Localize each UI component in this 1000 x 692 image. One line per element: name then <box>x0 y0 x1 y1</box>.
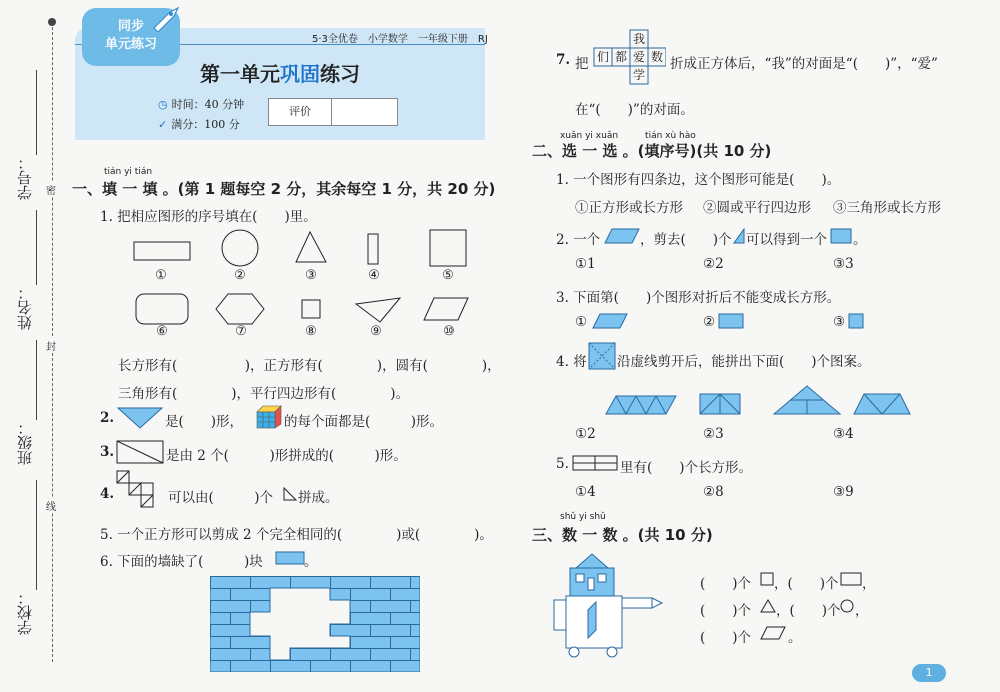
q4-pattern-2 <box>700 394 740 414</box>
cube-char-ai: 爱 <box>632 50 646 64</box>
s2-q5-option-2: ②8 <box>703 484 724 500</box>
shape-4-tall-rectangle <box>368 234 378 264</box>
split-rectangle-figure <box>116 440 164 464</box>
s3-count-rectangle: ，( )个 <box>774 576 839 592</box>
q4-number: 4. <box>100 486 115 502</box>
clock-icon: ◷ <box>158 98 168 111</box>
triangle-figure <box>116 406 164 430</box>
name-line <box>36 210 37 285</box>
shape-label-4: ④ <box>368 268 380 283</box>
rubik-cube-figure <box>255 404 283 430</box>
s2-q1-option-1: ①正方形或长方形 <box>575 200 683 216</box>
page-number: 1 <box>912 664 946 682</box>
s3-count-triangle: ( )个 <box>700 603 752 619</box>
section1-title: 一、填 一 填 。(第 1 题每空 2 分，其余每空 1 分，共 20 分) <box>72 180 496 198</box>
count-circle-icon <box>840 599 854 613</box>
section3-pinyin: shǔ yi shǔ <box>560 512 606 522</box>
q7-text-3: 在“( )”的对面。 <box>575 102 694 118</box>
section3-title: 三、数 一 数 。(共 10 分) <box>532 526 713 544</box>
shape-label-6: ⑥ <box>156 324 168 339</box>
s2-q2-text-1: 2. 一个 <box>556 232 601 248</box>
s2-q4-option-1: ①2 <box>575 426 596 442</box>
s2-q2-text-2: ，剪去( )个 <box>640 232 732 248</box>
q6-text-end: 。 <box>304 554 318 570</box>
q3-text: 是由 2 个( )形拼成的( )形。 <box>166 448 407 464</box>
parallelogram-figure <box>604 228 640 244</box>
rectangle-blue <box>830 228 852 244</box>
s3-comma-2: ， <box>855 603 869 619</box>
badge-line-2: 单元练习 <box>104 37 157 52</box>
count-rectangle-icon <box>840 572 862 586</box>
q1-answer-line-2: 三角形有( )，平行四边形有( )。 <box>118 386 410 402</box>
q2-text-1: 是( )形， <box>165 414 244 430</box>
q1-answer-line-1: 长方形有( )，正方形有( )，圆有( )， <box>118 358 501 374</box>
shapes-row-1 <box>120 228 480 272</box>
s2-q4-text-2: 沿虚线剪开后，能拼出下面( )个图案。 <box>617 354 871 370</box>
q3-square <box>848 313 864 329</box>
s2-q4-text-1: 4. 将 <box>556 354 587 370</box>
q4-pattern-4 <box>854 394 910 414</box>
s2-q5-option-1: ①4 <box>575 484 596 500</box>
s2-q3-option-1: ① <box>575 314 588 330</box>
s2-q5-text-2: 里有( )个长方形。 <box>620 460 753 476</box>
student-number-label: 学号： <box>16 155 34 200</box>
student-number-line <box>36 70 37 155</box>
s2-q2-option-3: ③3 <box>833 256 854 272</box>
shape-label-8: ⑧ <box>305 324 317 339</box>
series-label: 5·3全优卷 小学数学 一年级下册 RJ <box>312 34 488 45</box>
q3-number: 3. <box>100 444 115 460</box>
s2-q3-option-2: ② <box>703 314 716 330</box>
shape-label-1: ① <box>155 268 167 283</box>
shape-label-2: ② <box>234 268 246 283</box>
rocket-icon <box>150 6 182 32</box>
brick-icon <box>275 551 305 565</box>
title-pre: 第一单元 <box>200 62 280 86</box>
shape-7-hexagon <box>216 294 264 324</box>
cut-square-figure <box>588 342 616 370</box>
section2-pinyin: xuǎn yi xuǎn tián xù hào <box>560 131 696 141</box>
q7-text-2: 折成正方体后，“我”的对面是“( )”，“爱” <box>670 56 938 72</box>
count-square-icon <box>760 572 774 586</box>
q4-pattern-1 <box>606 396 676 414</box>
s2-q4-option-2: ②3 <box>703 426 724 442</box>
check-icon: ✓ <box>158 118 168 131</box>
shape-label-10: ⑩ <box>443 324 455 339</box>
q4-patterns <box>604 384 914 416</box>
count-parallelogram-icon <box>760 626 786 640</box>
shape-10-parallelogram <box>424 298 468 320</box>
shape-2-circle <box>222 230 258 266</box>
badge-line-1: 同步 <box>117 19 144 34</box>
cube-char-men: 们 <box>596 50 610 64</box>
s2-q2-option-2: ②2 <box>703 256 724 272</box>
page-title <box>200 58 360 87</box>
q6-text: 6. 下面的墙缺了( )块 <box>100 554 263 570</box>
q4-pattern-3 <box>774 386 840 414</box>
shape-1-rectangle <box>134 242 190 260</box>
q2-text-2: 的每个面都是( )形。 <box>284 414 444 430</box>
shape-8-small-square <box>302 300 320 318</box>
robot-figure <box>552 552 664 662</box>
class-label: 班级： <box>16 420 34 465</box>
score-info <box>158 116 240 132</box>
q3-parallelogram <box>592 313 628 329</box>
seal-mark-xian: 线 <box>46 498 56 513</box>
title-highlight: 巩固 <box>280 62 320 86</box>
title-post: 练习 <box>320 62 360 86</box>
q7-number: 7. <box>556 52 571 68</box>
s3-period: 。 <box>788 630 802 646</box>
shape-9-triangle <box>356 298 400 322</box>
cube-char-dou: 都 <box>614 50 628 64</box>
brick-wall-figure <box>210 576 420 672</box>
time-text: 时间：40 分钟 <box>171 98 245 111</box>
shape-label-7: ⑦ <box>235 324 247 339</box>
school-line <box>36 480 37 590</box>
shape-5-square <box>430 230 466 266</box>
s2-q1-option-3: ③三角形或长方形 <box>833 200 941 216</box>
class-line <box>36 340 37 420</box>
q1-prompt: 1. 把相应图形的序号填在( )里。 <box>100 209 317 225</box>
score-text: 满分：100 分 <box>171 118 240 131</box>
q4-text-2: 拼成。 <box>298 490 339 506</box>
s2-q1-text: 1. 一个图形有四条边，这个图形可能是( )。 <box>556 172 841 188</box>
cube-char-xue: 学 <box>632 68 646 82</box>
name-label: 姓名： <box>16 285 34 330</box>
evaluation-box <box>268 98 398 126</box>
q7-text-1: 把 <box>575 56 589 72</box>
shape-label-9: ⑨ <box>370 324 382 339</box>
s2-q4-option-3: ③4 <box>833 426 854 442</box>
count-triangle-icon <box>760 599 776 613</box>
staircase-figure <box>116 470 168 514</box>
s2-q2-text-4: 。 <box>853 232 867 248</box>
cube-char-shu: 数 <box>650 50 664 64</box>
small-triangle-figure <box>282 486 298 502</box>
section1-pinyin: tián yi tián <box>104 167 153 177</box>
s3-comma-1: ， <box>862 576 876 592</box>
shape-label-5: ⑤ <box>442 268 454 283</box>
s2-q3-option-3: ③ <box>833 314 846 330</box>
s3-count-circle: ，( )个 <box>776 603 841 619</box>
evaluation-label: 评价 <box>269 99 332 125</box>
q5-text: 5. 一个正方形可以剪成 2 个完全相同的( )或( )。 <box>100 527 493 543</box>
binding-dot <box>48 18 56 26</box>
s3-count-parallelogram: ( )个 <box>700 630 752 646</box>
q2-number: 2. <box>100 410 115 426</box>
s2-q2-text-3: 可以得到一个 <box>746 232 827 248</box>
shape-3-triangle <box>296 232 326 262</box>
q3-rectangle <box>718 313 744 329</box>
shape-label-3: ③ <box>305 268 317 283</box>
s2-q5-text-1: 5. <box>556 456 569 472</box>
seal-mark-feng: 封 <box>46 338 56 353</box>
s2-q3-text: 3. 下面第( )个图形对折后不能变成长方形。 <box>556 290 841 306</box>
time-info <box>158 96 244 112</box>
q4-text-1: 可以由( )个 <box>168 490 274 506</box>
shape-6-rounded-rectangle <box>136 294 188 324</box>
s2-q5-option-3: ③9 <box>833 484 854 500</box>
s2-q1-option-2: ②圆或平行四边形 <box>703 200 811 216</box>
small-triangle-blue <box>732 228 746 244</box>
school-label: 学校： <box>16 590 34 635</box>
split-rectangle-grid <box>572 455 618 471</box>
seal-mark-mi: 密 <box>46 182 56 197</box>
cube-net-figure <box>592 28 666 88</box>
section2-title: 二、选 一 选 。(填序号)(共 10 分) <box>532 142 772 160</box>
s3-count-square: ( )个 <box>700 576 752 592</box>
cube-char-wo: 我 <box>632 32 646 46</box>
s2-q2-option-1: ①1 <box>575 256 596 272</box>
